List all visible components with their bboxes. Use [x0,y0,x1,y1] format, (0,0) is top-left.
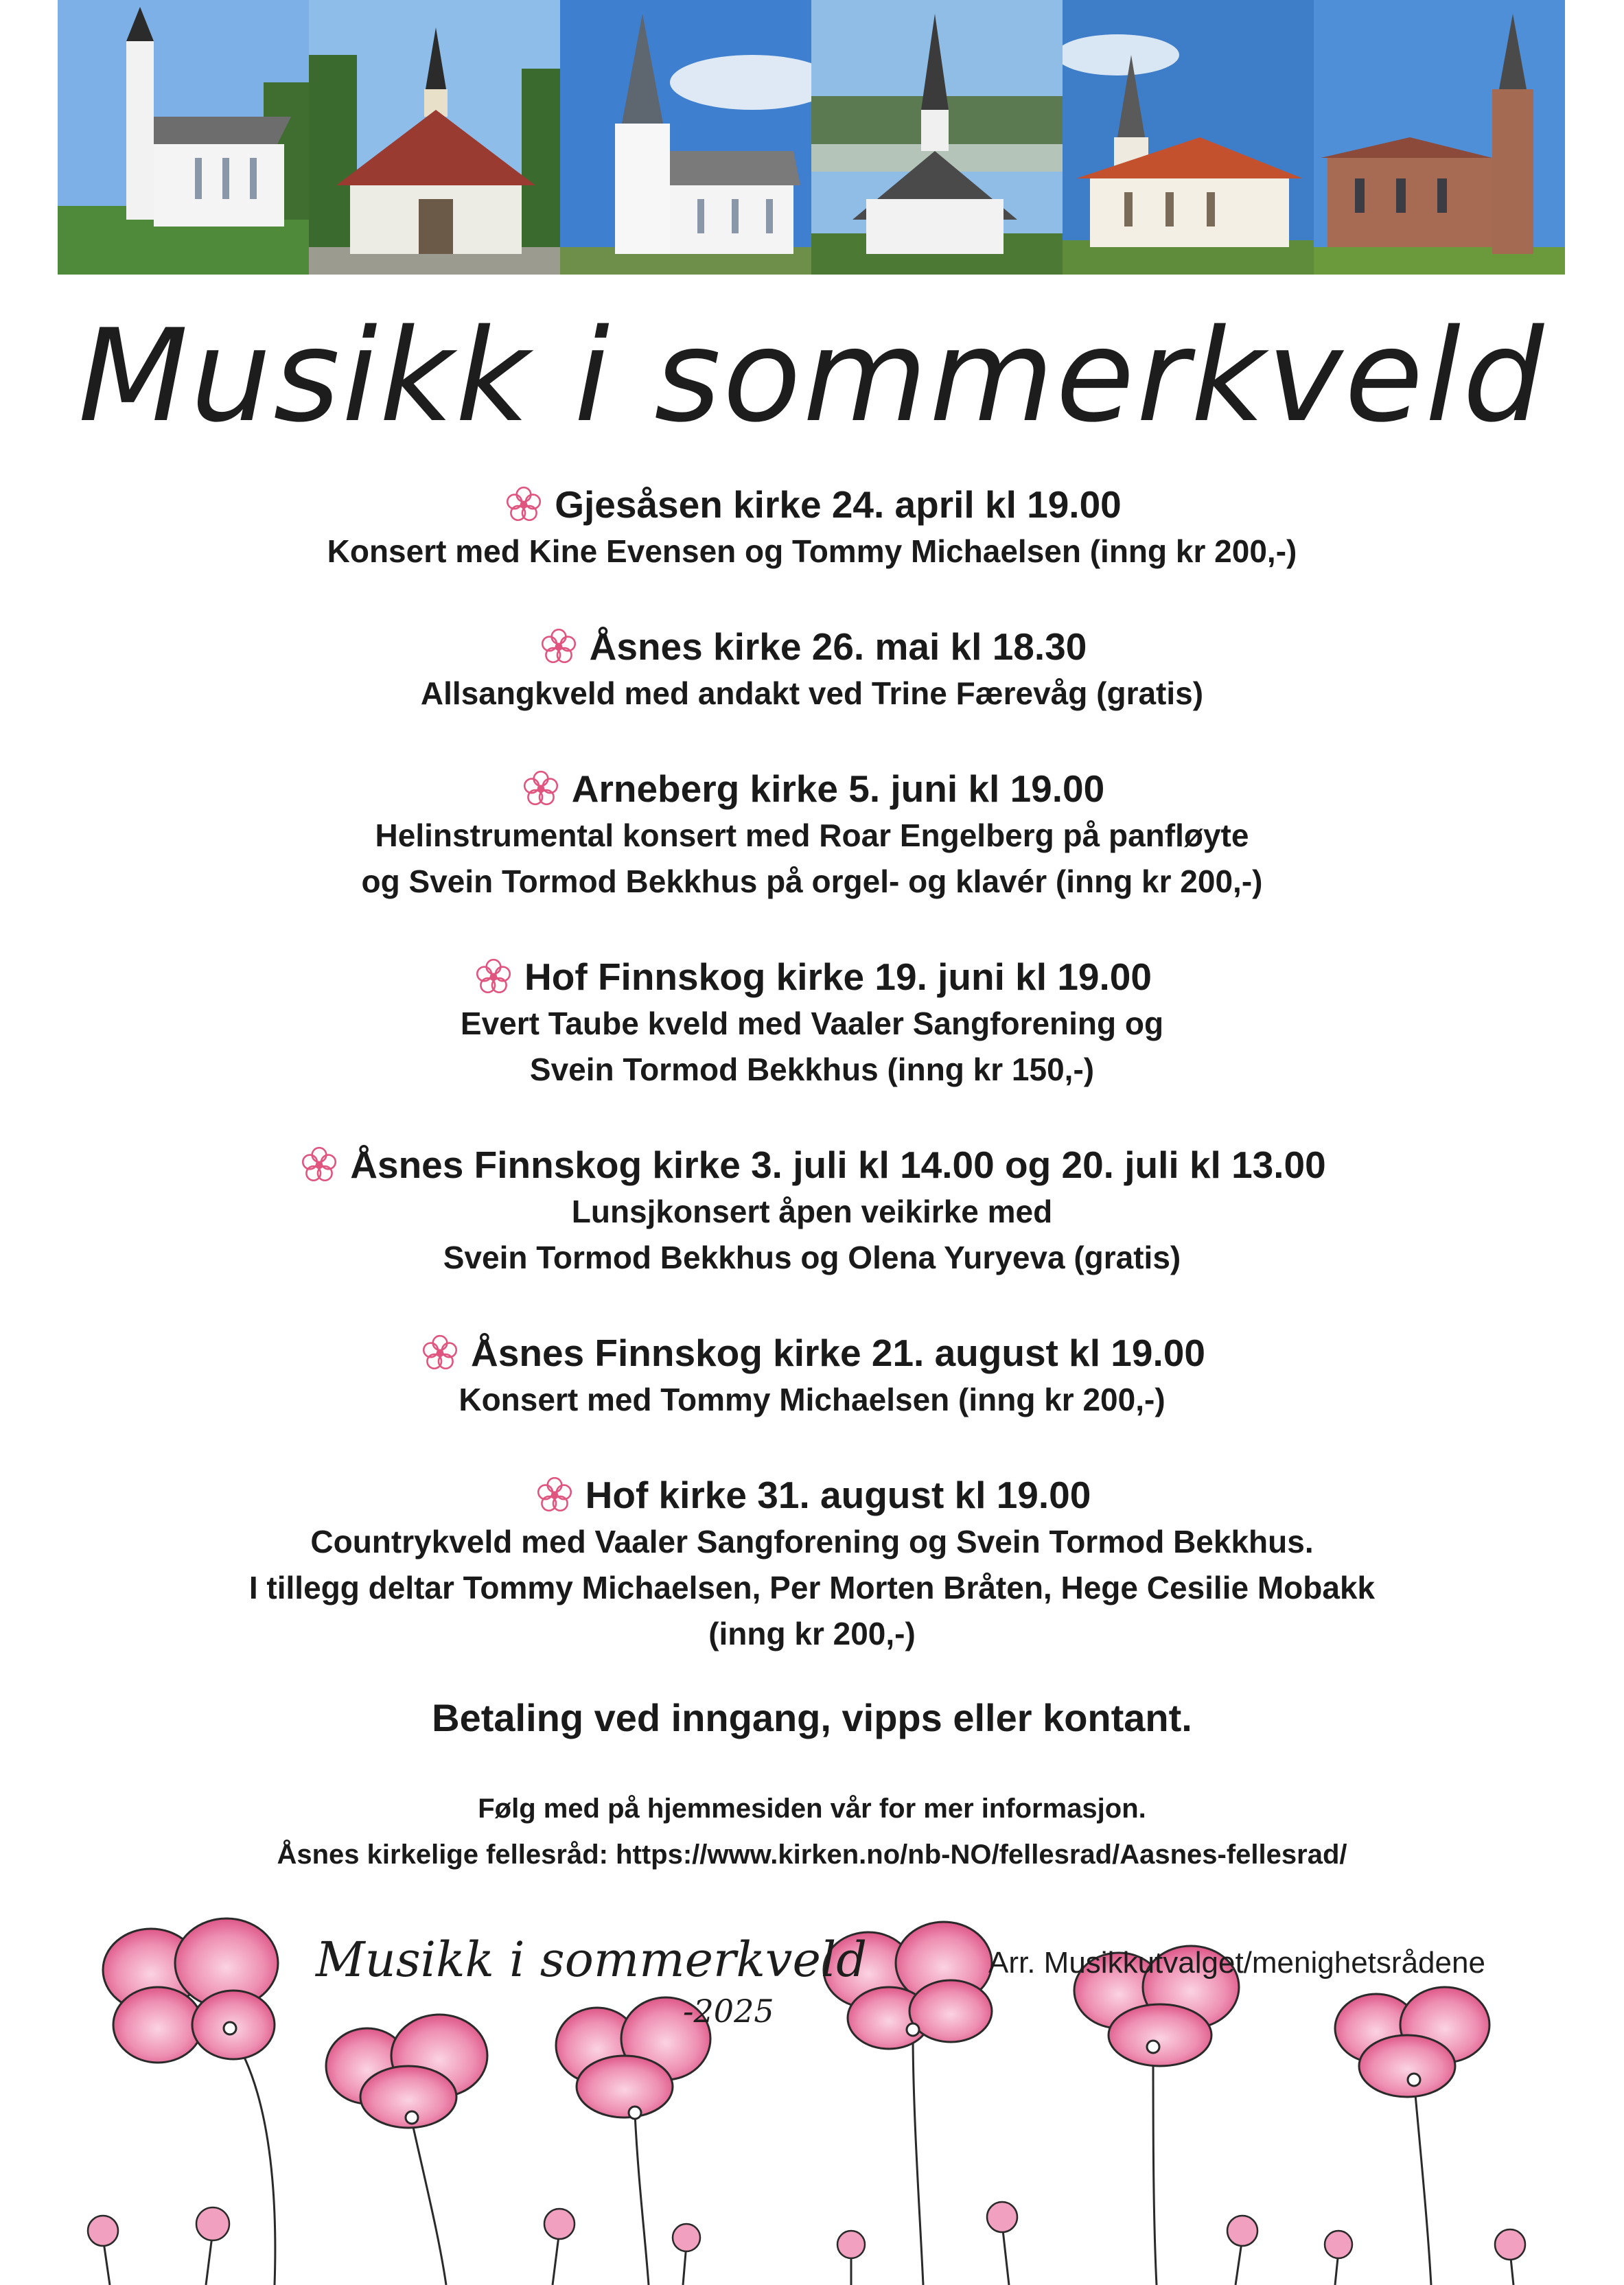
event-heading: Åsnes Finnskog kirke 21. august kl 19.00 [471,1332,1205,1374]
flower-icon [537,625,580,668]
event-description: Allsangkveld med andakt ved Trine Færevåg (gratis) [420,675,1204,711]
church-photo-asnes [309,0,560,275]
info-line: Følg med på hjemmesiden vår for mer informasjon. [478,1794,1146,1824]
event-heading: Åsnes Finnskog kirke 3. juli kl 14.00 og 20. juli kl 13.00 [350,1144,1326,1186]
event-description: (inng kr 200,-) [708,1616,916,1651]
footer-title: Musikk i sommerkveld [316,1932,868,1988]
event-heading: Gjesåsen kirke 24. april kl 19.00 [555,483,1122,526]
event-item [0,953,1624,1093]
organizer-credit: Arr. Musikkutvalget/menighetsrådene [988,1946,1485,1980]
event-item [0,1471,1624,1657]
event-description: og Svein Tormod Bekkhus på orgel- og klavér (inng kr 200,-) [361,863,1263,899]
event-description: I tillegg deltar Tommy Michaelsen, Per Morten Bråten, Hege Cesilie Mobakk [248,1570,1376,1605]
footer-year: -2025 [683,1993,774,2030]
event-description: Lunsjkonsert åpen veikirke med [571,1194,1053,1229]
flower-icon [298,1144,340,1186]
flower-icon [419,1332,461,1374]
event-description: Svein Tormod Bekkhus (inng kr 150,-) [529,1052,1095,1087]
event-list [0,480,1624,1657]
event-heading: Arneberg kirke 5. juni kl 19.00 [571,767,1105,810]
event-heading: Hof Finnskog kirke 19. juni kl 19.00 [524,955,1152,998]
event-item [0,765,1624,905]
church-photo-hof-finnskog [811,0,1063,275]
church-photo-strip [58,0,1565,275]
event-description: Svein Tormod Bekkhus og Olena Yuryeva (gratis) [443,1240,1181,1275]
church-photo-arneberg [560,0,811,275]
poster-title: Musikk i sommerkveld [78,301,1546,450]
church-photo-gjesasen [58,0,309,275]
event-heading: Hof kirke 31. august kl 19.00 [585,1474,1091,1516]
event-item [0,480,1624,575]
event-description: Konsert med Kine Evensen og Tommy Michaelsen (inng kr 200,-) [327,533,1297,569]
event-item [0,1141,1624,1281]
flower-icon [502,483,545,526]
church-photo-hof [1314,0,1565,275]
event-description: Konsert med Tommy Michaelsen (inng kr 200,-) [459,1382,1165,1417]
flower-icon [533,1474,576,1516]
website-link[interactable]: Åsnes kirkelige fellesråd: https://www.kirken.no/nb-NO/fellesrad/Aasnes-fellesrad/ [277,1840,1347,1870]
event-heading: Åsnes kirke 26. mai kl 18.30 [589,625,1087,668]
flower-icon [520,767,562,810]
event-description: Helinstrumental konsert med Roar Engelberg på panfløyte [375,817,1249,853]
flower-icon [472,955,515,998]
info-block [0,1786,1624,1878]
event-description: Evert Taube kveld med Vaaler Sangforening og [460,1006,1164,1041]
church-photo-asnes-finnskog [1063,0,1314,275]
payment-note: Betaling ved inngang, vipps eller kontant. [432,1696,1192,1739]
event-description: Countrykveld med Vaaler Sangforening og Svein Tormod Bekkhus. [310,1524,1314,1559]
event-item [0,1329,1624,1423]
event-item [0,623,1624,717]
